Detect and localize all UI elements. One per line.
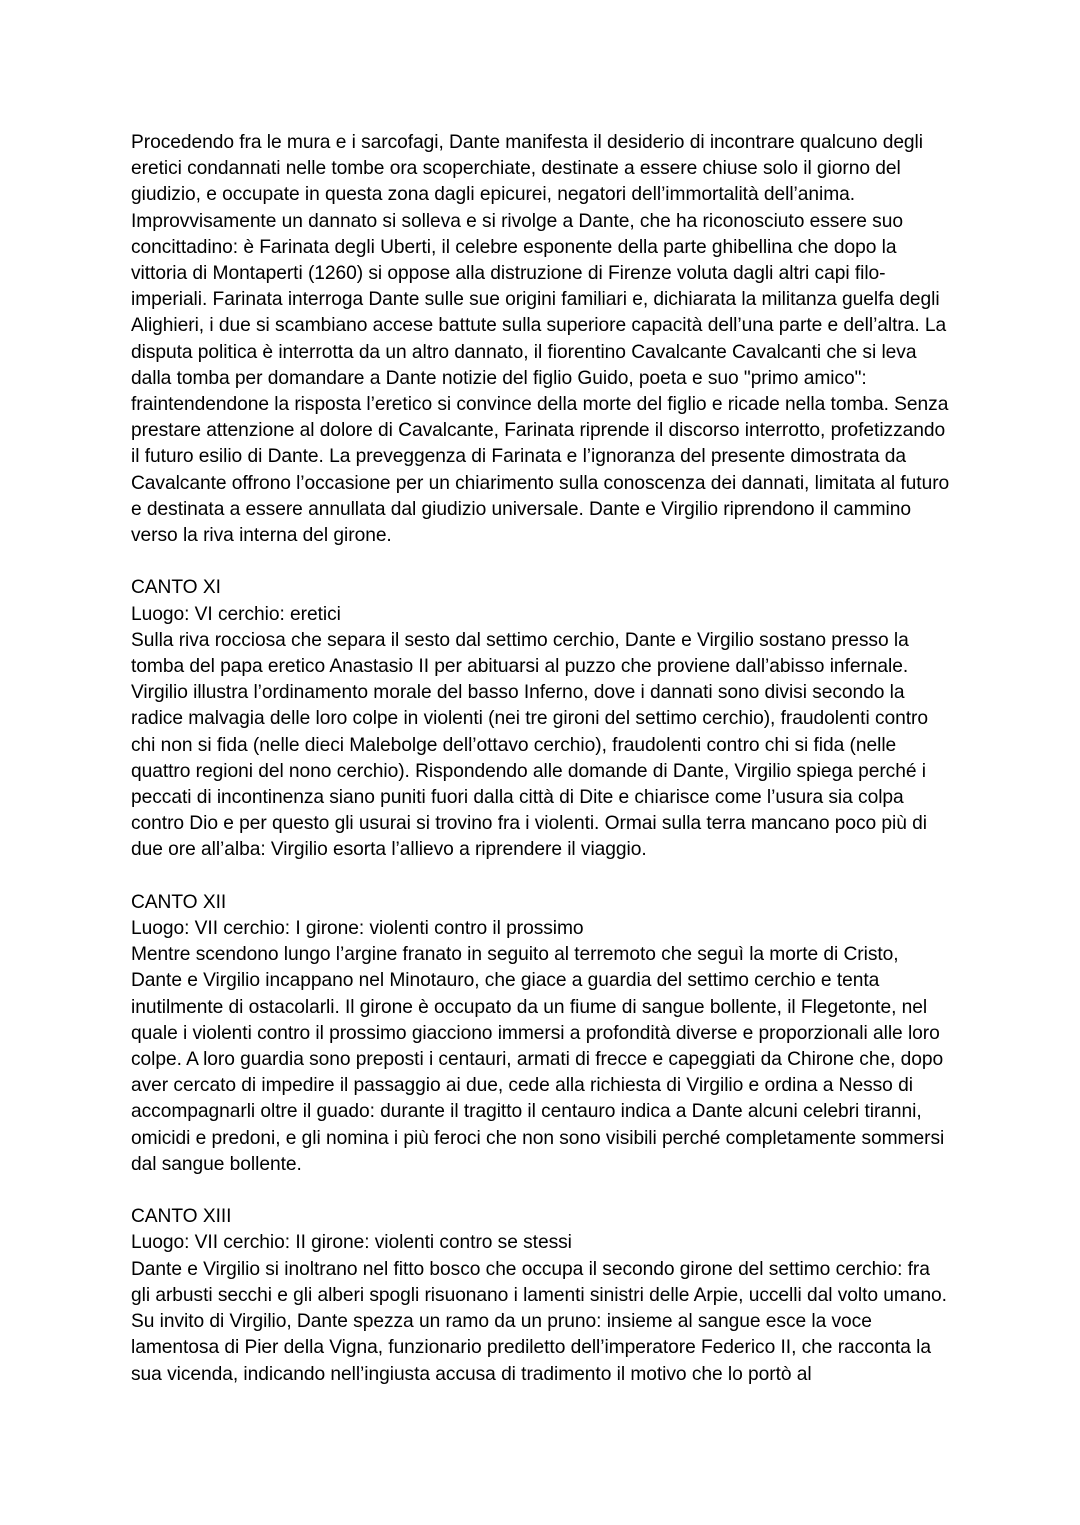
canto-text: Sulla riva rocciosa che separa il sesto dal settimo cerchio, Dante e Virgilio sostano presso la tomba del papa eretico Anastasio II per abituarsi al puzzo che proviene dall’abisso infernale. Virgilio illustra l’ordinamento morale del basso Inferno, dove i dannati sono divisi secondo la radice malvagia delle loro colpe in violenti (nei tre gironi del settimo cerchio), fraudolenti contro chi non si fida (nelle dieci Malebolge dell’ottavo cerchio), fraudolenti contro chi si fida (nelle quattro regioni del nono cerchio). Rispondendo alle domande di Dante, Virgilio spiega perché i peccati di incontinenza siano puniti fuori dalla città di Dite e chiarisce come l’usura sia colpa contro Dio e per questo gli usurai si trovino fra i violenti. Ormai sulla terra mancano poco più di due ore all’alba: Virgilio esorta l’allievo a riprendere il viaggio. — [131, 629, 928, 861]
canto-title: CANTO XI — [131, 577, 221, 599]
intro-paragraph: Procedendo fra le mura e i sarcofagi, Dante manifesta il desiderio di incontrare qualcuno degli eretici condannati nelle tombe ora scoperchiate, destinate a essere chiuse solo il giorno del giudizio, e occupate in questa zona dagli epicurei, negatori dell’immortalità dell’anima. Improvvisamente un dannato si solleva e si rivolge a Dante, che ha riconosciuto essere suo concittadino: è Farinata degli Uberti, il celebre esponente della parte ghibellina che dopo la vittoria di Montaperti (1260) si oppose alla distruzione di Firenze voluta dagli altri capi filo-imperiali. Farinata interroga Dante sulle sue origini familiari e, dichiarata la militanza guelfa degli Alighieri, i due si scambiano accese battute sulla superiore capacità dell’una parte e dell’altra. La disputa politica è interrotta da un altro dannato, il fiorentino Cavalcante Cavalcanti che si leva dalla tomba per domandare a Dante notizie del figlio Guido, poeta e suo "primo amico": fraintendendone la risposta l’eretico si convince della morte del figlio e ricade nella tomba. Senza prestare attenzione al dolore di Cavalcante, Farinata riprende il discorso interrotto, profetizzando il futuro esilio di Dante. La preveggenza di Farinata e l’ignoranza del presente dimostrata da Cavalcante offrono l’occasione per un chiarimento sulla conoscenza dei dannati, limitata al futuro e destinata a essere annullata dal giudizio universale. Dante e Virgilio riprendono il cammino verso la riva interna del girone. — [131, 132, 950, 547]
document-page — [131, 130, 953, 1388]
canto-xi-section — [131, 575, 953, 863]
canto-place: Luogo: VII cerchio: I girone: violenti contro il prossimo — [131, 918, 584, 940]
canto-xiii-section — [131, 1204, 953, 1387]
canto-title: CANTO XIII — [131, 1206, 232, 1228]
canto-text: Dante e Virgilio si inoltrano nel fitto bosco che occupa il secondo girone del settimo cerchio: fra gli arbusti secchi e gli alberi spogli risuonano i lamenti sinistri delle Arpie, uccelli dal volto umano. Su invito di Virgilio, Dante spezza un ramo da un pruno: insieme al sangue esce la voce lamentosa di Pier della Vigna, funzionario prediletto dell’imperatore Federico II, che racconta la sua vicenda, indicando nell’ingiusta accusa di tradimento il motivo che lo portò al — [131, 1258, 947, 1385]
canto-place: Luogo: VII cerchio: II girone: violenti contro se stessi — [131, 1232, 572, 1254]
canto-place: Luogo: VI cerchio: eretici — [131, 603, 341, 625]
canto-title: CANTO XII — [131, 891, 227, 913]
canto-text: Mentre scendono lungo l’argine franato in seguito al terremoto che seguì la morte di Cristo, Dante e Virgilio incappano nel Minotauro, che giace a guardia del settimo cerchio e tenta inutilmente di ostacolarli. Il girone è occupato da un fiume di sangue bollente, il Flegetonte, nel quale i violenti contro il prossimo giacciono immersi a profondità diverse e proporzionali alle loro colpe. A loro guardia sono preposti i centauri, armati di frecce e capeggiati da Chirone che, dopo aver cercato di impedire il passaggio ai due, cede alla richiesta di Virgilio e ordina a Nesso di accompagnarli oltre il guado: durante il tragitto il centauro indica a Dante alcuni celebri tiranni, omicidi e predoni, e gli nomina i più feroci che non sono visibili perché completamente sommersi dal sangue bollente. — [131, 944, 945, 1175]
canto-xii-section — [131, 890, 953, 1178]
